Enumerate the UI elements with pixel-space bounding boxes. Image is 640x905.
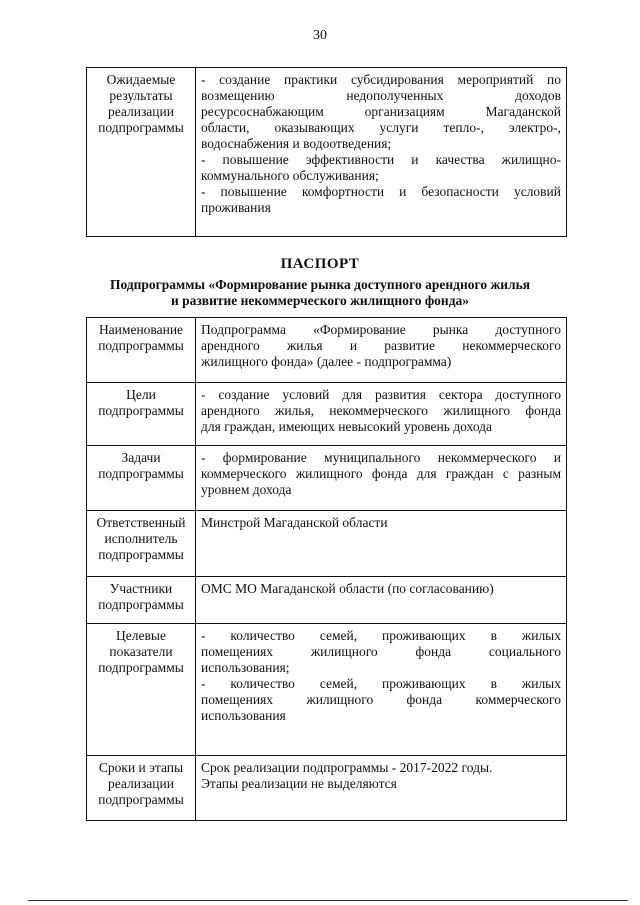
text-line: - формирование муниципального некоммерческого и [201,450,561,465]
label-line: подпрограммы [98,403,184,418]
passport-row-indicators [87,624,567,756]
row-value [196,577,567,624]
label-line: Цели [126,387,156,402]
passport-table [86,317,567,821]
label-line: реализации [108,104,174,119]
bottom-rule [28,900,628,901]
label-line: исполнитель [104,531,178,546]
text-line: Подпрограмма «Формирование рынка доступного [201,322,561,337]
label-line: результаты [109,88,173,103]
label-line: Задачи [121,450,161,465]
text-line: ОМС МО Магаданской области (по согласованию) [201,581,494,596]
row-value [196,383,567,446]
text-line: Минстрой Магаданской области [201,515,388,530]
page-number: 30 [313,28,327,43]
text-line: - создание условий для развития сектора доступного [201,387,561,402]
text-line: использования; [201,660,290,675]
row-label [87,756,196,821]
label-line: подпрограммы [98,660,184,675]
text-line: - количество семей, проживающих в жилых [201,676,561,691]
expected-results-label [87,68,196,237]
text-line: проживания [201,200,271,215]
text-line: помещениях жилищного фонда коммерческого [201,692,561,707]
text-line: арендного жилья, некоммерческого жилищного фонда [201,403,561,418]
row-label [87,577,196,624]
passport-row-goals [87,383,567,446]
label-line: подпрограммы [98,597,184,612]
label-line: реализации [108,776,174,791]
label-line: подпрограммы [98,547,184,562]
text-line: - количество семей, проживающих в жилых [201,628,561,643]
label-line: подпрограммы [98,338,184,353]
label-line: показатели [109,644,173,659]
label-line: Наименование [98,322,184,337]
label-line: подпрограммы [98,792,184,807]
row-label [87,383,196,446]
row-label [87,624,196,756]
row-value [196,756,567,821]
label-line: подпрограммы [98,466,184,481]
text-line: Этапы реализации не выделяются [201,776,397,791]
passport-heading: ПАСПОРТ [280,256,360,272]
subprogram-title [0,277,640,309]
text-line: использования [201,708,286,723]
subprogram-title-line: Подпрограммы «Формирование рынка доступного арендного жилья [109,277,531,292]
text-line: помещениях жилищного фонда социального [201,644,561,659]
passport-row-terms [87,756,567,821]
text-line: водоснабжения и водоотведения; [201,136,392,151]
text-line: уровнем дохода [201,482,292,497]
expected-results-row [87,68,567,237]
text-line: жилищного фонда» (далее - подпрограмма) [201,354,452,369]
text-line: возмещению недополученных доходов [201,88,561,103]
row-value [196,318,567,383]
text-line: ресурсоснабжающим организациям Магаданской [201,104,561,119]
label-line: подпрограммы [98,120,184,135]
row-label [87,446,196,511]
text-line: арендного жилья и развитие некоммерческого [201,338,561,353]
passport-row-tasks [87,446,567,511]
label-line: Участники [109,581,173,596]
label-line: Сроки и этапы [98,760,184,775]
text-line: - создание практики субсидирования мероприятий по [201,72,561,87]
text-line: - повышение комфортности и безопасности условий [201,184,561,199]
passport-row-executor [87,511,567,577]
passport-row-name [87,318,567,383]
row-value [196,511,567,577]
expected-results-value [196,68,567,237]
row-value [196,624,567,756]
text-line: коммунального обслуживания; [201,168,379,183]
text-line: Срок реализации подпрограммы - 2017-2022 годы. [201,760,493,775]
text-line: коммерческого жилищного фонда для граждан с разным [201,466,561,481]
passport-row-participants [87,577,567,624]
subprogram-title-line: и развитие некоммерческого жилищного фонда» [170,293,470,308]
label-line: Ожидаемые [106,72,176,87]
row-value [196,446,567,511]
text-line: для граждан, имеющих невысокий уровень дохода [201,419,493,434]
label-line: Целевые [116,628,166,643]
expected-results-table [86,67,567,237]
text-line: области, оказывающих услуги тепло-, электро-, [201,120,561,135]
label-line: Ответственный [96,515,186,530]
row-label [87,511,196,577]
text-line: - повышение эффективности и качества жилищно- [201,152,561,167]
row-label [87,318,196,383]
